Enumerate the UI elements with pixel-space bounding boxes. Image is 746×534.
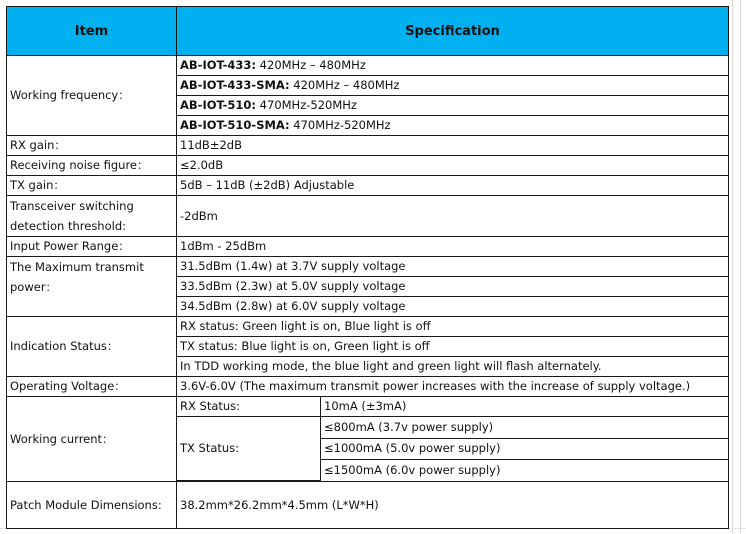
working-current-label: Working current：: [7, 397, 177, 482]
table-row: [7, 237, 729, 257]
frequency-range: 420MHz – 480MHz: [256, 58, 366, 72]
rx-gain-label: RX gain：: [7, 136, 177, 156]
operating-voltage-label: Operating Voltage：: [7, 377, 177, 397]
tx-gain-label: TX gain：: [7, 176, 177, 196]
table-row: [7, 156, 729, 176]
max-power-value: 33.5dBm (2.3w) at 5.0V supply voltage: [177, 277, 728, 297]
noise-figure-value: ≤2.0dB: [177, 156, 729, 176]
model-name: AB-IOT-510-SMA:: [180, 118, 290, 132]
tx-status-label: TX Status:: [177, 417, 321, 481]
tx-status-value: ≤1000mA (5.0v power supply): [321, 438, 729, 460]
rx-status-label: RX Status:: [177, 397, 321, 417]
working-frequency-values: [177, 56, 729, 136]
indication-value: In TDD working mode, the blue light and green light will flash alternately.: [180, 359, 602, 373]
frequency-range: 470MHz-520MHz: [289, 118, 391, 132]
table-row: [7, 257, 729, 317]
indication-label: Indication Status：: [7, 317, 177, 377]
frequency-range: 420MHz – 480MHz: [289, 78, 400, 92]
frequency-variant: [177, 56, 728, 76]
working-frequency-label: Working frequency：: [7, 56, 177, 136]
operating-voltage-value: 3.6V-6.0V (The maximum transmit power increases with the increase of supply voltage.): [177, 377, 729, 397]
frequency-variant: [177, 96, 728, 116]
table-row: [7, 176, 729, 196]
frequency-range: 470MHz-520MHz: [256, 98, 357, 112]
max-power-value: 34.5dBm (2.8w) at 6.0V supply voltage: [180, 299, 406, 313]
input-power-label: Input Power Range：: [7, 237, 177, 257]
header-row: [7, 7, 729, 56]
tx-status-value: ≤800mA (3.7v power supply): [321, 417, 729, 439]
switching-threshold-value: -2dBm: [177, 196, 729, 237]
model-name: AB-IOT-433:: [180, 58, 257, 72]
noise-figure-label: Receiving noise figure：: [7, 156, 177, 176]
rx-status-value: 10mA (±3mA): [321, 397, 729, 417]
switching-threshold-label: Transceiver switching detection threshold:: [7, 196, 177, 237]
model-name: AB-IOT-510:: [180, 98, 257, 112]
table-row: [7, 377, 729, 397]
max-power-values: [177, 257, 729, 317]
table-row: [7, 397, 729, 482]
indication-value: TX status: Blue light is on, Green light is off: [177, 337, 728, 357]
item-header: Item: [7, 7, 177, 56]
rx-gain-value: 11dB±2dB: [177, 136, 729, 156]
model-name: AB-IOT-433-SMA:: [180, 78, 290, 92]
table-row: [7, 196, 729, 237]
indication-value: RX status: Green light is on, Blue light is off: [177, 317, 728, 337]
table-row: [7, 136, 729, 156]
frequency-variant: [177, 76, 728, 96]
frequency-variant: [177, 116, 728, 136]
tx-gain-value: 5dB – 11dB (±2dB) Adjustable: [177, 176, 729, 196]
specification-header: Specification: [177, 7, 729, 56]
specification-table: [6, 6, 729, 529]
max-power-label: The Maximum transmit power：: [7, 257, 177, 317]
input-power-value: 1dBm - 25dBm: [177, 237, 729, 257]
dimensions-value: 38.2mm*26.2mm*4.5mm (L*W*H): [177, 482, 729, 529]
working-current-values: [177, 397, 729, 482]
indication-values: [177, 317, 729, 377]
tx-status-value: ≤1500mA (6.0v power supply): [324, 462, 501, 477]
table-row: [7, 317, 729, 377]
max-power-value: 31.5dBm (1.4w) at 3.7V supply voltage: [177, 257, 728, 277]
dimensions-label: Patch Module Dimensions:: [7, 482, 177, 529]
table-row: [7, 482, 729, 529]
table-row: [7, 56, 729, 136]
